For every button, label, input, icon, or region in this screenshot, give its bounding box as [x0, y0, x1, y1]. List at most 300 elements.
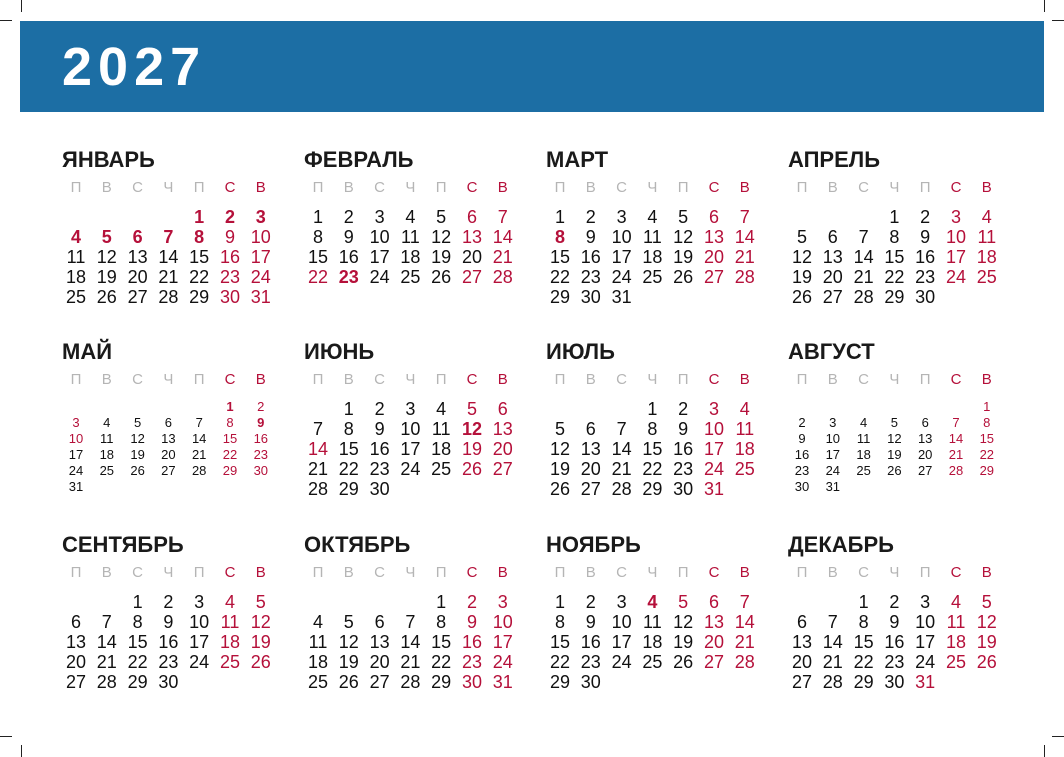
- day-cell: 27: [369, 672, 390, 692]
- day-cell: 19: [887, 447, 902, 462]
- weekday-header: С: [132, 564, 144, 581]
- day-cell: 21: [734, 247, 755, 267]
- day-cell: 21: [158, 267, 179, 287]
- day-cell: 26: [976, 652, 997, 672]
- day-cell: 5: [436, 207, 447, 227]
- day-cell: 6: [921, 415, 929, 430]
- day-cell: 2: [466, 592, 477, 612]
- month-name: ЯНВАРЬ: [62, 147, 155, 172]
- weekday-header: С: [708, 564, 720, 581]
- weekday-header: Ч: [889, 564, 900, 581]
- day-cell: 9: [585, 612, 596, 632]
- day-cell: 2: [224, 207, 235, 227]
- day-cell: 17: [250, 247, 271, 267]
- day-cell: 8: [983, 415, 991, 430]
- month-block: [304, 147, 544, 327]
- day-cell: 3: [72, 415, 80, 430]
- day-cell: 25: [734, 459, 755, 479]
- weekday-header: С: [132, 179, 144, 196]
- day-cell: 15: [338, 439, 359, 459]
- day-cell: 7: [497, 207, 508, 227]
- day-cell: 6: [132, 227, 143, 247]
- weekday-header: Ч: [163, 179, 174, 196]
- month-name: МАРТ: [546, 147, 609, 172]
- day-cell: 25: [642, 267, 663, 287]
- weekday-header: С: [858, 564, 870, 581]
- day-cell: 10: [400, 419, 421, 439]
- day-cell: 6: [796, 612, 807, 632]
- day-cell: 30: [915, 287, 936, 307]
- weekday-header: Ч: [647, 564, 658, 581]
- day-cell: 30: [461, 672, 483, 692]
- day-cell: 21: [822, 652, 843, 672]
- day-cell: 15: [127, 632, 148, 652]
- day-cell: 31: [250, 287, 271, 307]
- day-cell: 17: [825, 447, 841, 462]
- weekday-header: П: [919, 564, 931, 581]
- day-cell: 26: [130, 463, 145, 478]
- weekday-header: С: [858, 371, 870, 388]
- crop-mark-bottom-left: [21, 745, 22, 757]
- day-cell: 10: [825, 431, 841, 446]
- day-cell: 18: [219, 632, 241, 652]
- day-cell: 16: [219, 247, 241, 267]
- day-cell: 9: [889, 612, 900, 632]
- day-cell: 27: [65, 672, 87, 692]
- day-cell: 16: [915, 247, 936, 267]
- day-cell: 12: [673, 227, 694, 247]
- day-cell: 28: [853, 287, 874, 307]
- weekday-header: П: [193, 564, 205, 581]
- day-cell: 22: [979, 447, 995, 462]
- day-cell: 29: [431, 672, 452, 692]
- day-cell: 7: [195, 415, 203, 430]
- day-cell: 10: [369, 227, 390, 247]
- weekday-header: В: [497, 371, 508, 388]
- day-cell: 29: [127, 672, 148, 692]
- weekday-header: В: [585, 179, 596, 196]
- day-cell: 24: [611, 652, 632, 672]
- day-cell: 6: [466, 207, 477, 227]
- day-cell: 18: [400, 247, 421, 267]
- weekday-header: С: [616, 371, 628, 388]
- weekday-header: В: [101, 179, 112, 196]
- day-cell: 6: [497, 399, 508, 419]
- weekday-header: П: [554, 564, 566, 581]
- day-cell: 28: [492, 267, 513, 287]
- weekday-header: С: [616, 179, 628, 196]
- day-cell: 6: [585, 419, 596, 439]
- weekday-header: В: [827, 564, 838, 581]
- day-cell: 1: [554, 207, 565, 227]
- day-cell: 12: [338, 632, 359, 652]
- day-cell: 16: [253, 431, 269, 446]
- day-cell: 21: [191, 447, 207, 462]
- day-cell: 17: [492, 632, 513, 652]
- month-block: [546, 532, 786, 712]
- weekday-header: П: [554, 371, 566, 388]
- day-cell: 30: [884, 672, 905, 692]
- day-cell: 5: [255, 592, 266, 612]
- day-cell: 12: [431, 227, 452, 247]
- day-cell: 5: [466, 399, 477, 419]
- day-cell: 27: [161, 463, 176, 478]
- weekday-header: С: [616, 564, 628, 581]
- day-cell: 15: [549, 632, 571, 652]
- day-cell: 8: [889, 227, 900, 247]
- day-cell: 12: [461, 419, 483, 439]
- day-cell: 17: [611, 632, 632, 652]
- weekday-header: С: [374, 179, 386, 196]
- day-cell: 29: [979, 463, 995, 478]
- day-cell: 18: [642, 247, 663, 267]
- day-cell: 20: [791, 652, 813, 672]
- weekday-header: С: [374, 371, 386, 388]
- day-cell: 10: [492, 612, 513, 632]
- day-cell: 8: [647, 419, 658, 439]
- day-cell: 2: [585, 592, 596, 612]
- day-cell: 26: [338, 672, 359, 692]
- day-cell: 5: [554, 419, 565, 439]
- day-cell: 7: [405, 612, 416, 632]
- day-cell: 16: [369, 439, 390, 459]
- weekday-header: П: [70, 179, 82, 196]
- month-block: [304, 532, 544, 712]
- month-name: ИЮНЬ: [304, 339, 375, 364]
- day-cell: 26: [549, 479, 571, 499]
- day-cell: 30: [673, 479, 694, 499]
- day-cell: 8: [554, 612, 565, 632]
- day-cell: 14: [307, 439, 329, 459]
- day-cell: 19: [96, 267, 117, 287]
- weekday-header: Ч: [889, 371, 900, 388]
- day-cell: 10: [189, 612, 210, 632]
- day-cell: 3: [255, 207, 266, 227]
- month-name: МАЙ: [62, 339, 113, 364]
- day-cell: 9: [585, 227, 596, 247]
- day-cell: 30: [219, 287, 241, 307]
- day-cell: 14: [611, 439, 632, 459]
- weekday-header: П: [677, 371, 689, 388]
- crop-mark-left-top: [0, 20, 12, 21]
- day-cell: 24: [68, 463, 84, 478]
- weekday-header: С: [132, 371, 144, 388]
- day-cell: 16: [338, 247, 359, 267]
- crop-mark-right-bottom: [1052, 736, 1064, 737]
- day-cell: 23: [580, 652, 601, 672]
- weekday-header: П: [554, 179, 566, 196]
- day-cell: 5: [678, 207, 689, 227]
- weekday-header: В: [827, 179, 838, 196]
- day-cell: 24: [945, 267, 967, 287]
- day-cell: 23: [253, 447, 269, 462]
- day-cell: 8: [858, 612, 869, 632]
- weekday-header: С: [466, 564, 478, 581]
- day-cell: 13: [580, 439, 601, 459]
- day-cell: 21: [948, 447, 964, 462]
- weekday-header: С: [950, 179, 962, 196]
- weekday-header: В: [497, 179, 508, 196]
- day-cell: 7: [952, 415, 960, 430]
- weekday-header: П: [796, 371, 808, 388]
- day-cell: 26: [887, 463, 902, 478]
- weekday-header: С: [374, 564, 386, 581]
- day-cell: 19: [791, 267, 813, 287]
- day-cell: 1: [554, 592, 565, 612]
- day-cell: 14: [734, 612, 755, 632]
- day-cell: 11: [431, 419, 451, 439]
- day-cell: 9: [224, 227, 235, 247]
- day-cell: 10: [611, 612, 632, 632]
- day-cell: 23: [158, 652, 179, 672]
- day-cell: 6: [164, 415, 172, 430]
- day-cell: 24: [369, 267, 390, 287]
- month-name: ФЕВРАЛЬ: [304, 147, 414, 172]
- weekday-header: В: [343, 564, 354, 581]
- day-cell: 26: [461, 459, 483, 479]
- day-cell: 29: [884, 287, 905, 307]
- day-cell: 7: [827, 612, 838, 632]
- day-cell: 14: [822, 632, 843, 652]
- day-cell: 17: [915, 632, 936, 652]
- weekday-header: П: [435, 371, 447, 388]
- day-cell: 8: [554, 227, 565, 247]
- day-cell: 13: [65, 632, 87, 652]
- day-cell: 24: [492, 652, 513, 672]
- day-cell: 30: [369, 479, 390, 499]
- day-cell: 16: [794, 447, 810, 462]
- weekday-header: Ч: [647, 179, 658, 196]
- day-cell: 1: [132, 592, 143, 612]
- day-cell: 7: [163, 227, 174, 247]
- day-cell: 17: [703, 439, 725, 459]
- day-cell: 17: [189, 632, 210, 652]
- day-cell: 14: [948, 431, 964, 446]
- day-cell: 16: [158, 632, 179, 652]
- day-cell: 11: [308, 632, 328, 652]
- day-cell: 21: [307, 459, 329, 479]
- day-cell: 28: [734, 652, 755, 672]
- day-cell: 25: [431, 459, 452, 479]
- day-cell: 14: [158, 247, 179, 267]
- day-cell: 5: [796, 227, 807, 247]
- crop-mark-right-top: [1052, 20, 1064, 21]
- day-cell: 5: [678, 592, 689, 612]
- weekday-header: В: [739, 371, 750, 388]
- day-cell: 30: [158, 672, 179, 692]
- day-cell: 27: [917, 463, 933, 478]
- day-cell: 7: [858, 227, 869, 247]
- day-cell: 9: [163, 612, 174, 632]
- day-cell: 18: [65, 267, 87, 287]
- day-cell: 20: [492, 439, 513, 459]
- weekday-header: В: [343, 371, 354, 388]
- day-cell: 9: [798, 431, 806, 446]
- day-cell: 2: [889, 592, 900, 612]
- day-cell: 4: [70, 227, 81, 247]
- day-cell: 15: [642, 439, 663, 459]
- day-cell: 3: [829, 415, 837, 430]
- day-cell: 10: [250, 227, 271, 247]
- day-cell: 4: [647, 592, 658, 612]
- day-cell: 3: [616, 592, 627, 612]
- day-cell: 14: [400, 632, 421, 652]
- day-cell: 13: [161, 431, 176, 446]
- day-cell: 2: [257, 399, 265, 414]
- day-cell: 24: [250, 267, 271, 287]
- weekday-header: П: [796, 179, 808, 196]
- day-cell: 21: [400, 652, 421, 672]
- day-cell: 6: [70, 612, 81, 632]
- weekday-header: В: [739, 179, 750, 196]
- day-cell: 11: [977, 227, 997, 247]
- weekday-header: П: [70, 564, 82, 581]
- weekday-header: П: [312, 564, 324, 581]
- day-cell: 25: [65, 287, 87, 307]
- day-cell: 25: [642, 652, 663, 672]
- weekday-header: Ч: [889, 179, 900, 196]
- day-cell: 12: [976, 612, 997, 632]
- weekday-header: С: [224, 179, 236, 196]
- weekday-header: В: [255, 564, 266, 581]
- day-cell: 10: [611, 227, 632, 247]
- day-cell: 11: [735, 419, 755, 439]
- day-cell: 27: [492, 459, 513, 479]
- day-cell: 31: [68, 479, 84, 494]
- day-cell: 12: [250, 612, 271, 632]
- month-block: [788, 147, 1028, 327]
- day-cell: 3: [405, 399, 416, 419]
- day-cell: 12: [673, 612, 694, 632]
- day-cell: 24: [611, 267, 632, 287]
- day-cell: 26: [96, 287, 117, 307]
- day-cell: 25: [219, 652, 241, 672]
- weekday-header: С: [224, 371, 236, 388]
- day-cell: 8: [132, 612, 143, 632]
- weekday-header: В: [739, 564, 750, 581]
- day-cell: 6: [708, 592, 719, 612]
- day-cell: 28: [734, 267, 755, 287]
- day-cell: 4: [739, 399, 750, 419]
- day-cell: 6: [708, 207, 719, 227]
- day-cell: 29: [338, 479, 359, 499]
- weekday-header: С: [858, 179, 870, 196]
- weekday-header: П: [193, 179, 205, 196]
- day-cell: 23: [461, 652, 483, 672]
- day-cell: 7: [616, 419, 627, 439]
- day-cell: 1: [194, 207, 205, 227]
- day-cell: 25: [307, 672, 329, 692]
- day-cell: 28: [307, 479, 329, 499]
- day-cell: 23: [338, 267, 359, 287]
- day-cell: 4: [103, 415, 111, 430]
- day-cell: 25: [400, 267, 421, 287]
- day-cell: 24: [703, 459, 725, 479]
- day-cell: 20: [822, 267, 843, 287]
- weekday-header: В: [981, 371, 992, 388]
- day-cell: 27: [461, 267, 483, 287]
- day-cell: 13: [369, 632, 390, 652]
- day-cell: 14: [734, 227, 755, 247]
- day-cell: 27: [822, 287, 843, 307]
- day-cell: 12: [791, 247, 813, 267]
- day-cell: 7: [739, 207, 750, 227]
- day-cell: 21: [611, 459, 632, 479]
- day-cell: 19: [431, 247, 452, 267]
- weekday-header: В: [827, 371, 838, 388]
- day-cell: 31: [492, 672, 513, 692]
- day-cell: 1: [226, 399, 234, 414]
- weekday-header: П: [796, 564, 808, 581]
- day-cell: 25: [99, 463, 115, 478]
- day-cell: 18: [642, 632, 663, 652]
- day-cell: 16: [580, 247, 601, 267]
- day-cell: 15: [307, 247, 329, 267]
- day-cell: 20: [65, 652, 87, 672]
- day-cell: 25: [945, 652, 967, 672]
- weekday-header: П: [919, 371, 931, 388]
- day-cell: 16: [673, 439, 694, 459]
- day-cell: 17: [68, 447, 84, 462]
- day-cell: 23: [915, 267, 936, 287]
- day-cell: 21: [492, 247, 513, 267]
- day-cell: 22: [127, 652, 148, 672]
- weekday-header: П: [312, 179, 324, 196]
- day-cell: 9: [343, 227, 354, 247]
- weekday-header: Ч: [405, 371, 416, 388]
- day-cell: 29: [549, 287, 571, 307]
- day-cell: 11: [643, 612, 662, 632]
- day-cell: 14: [191, 431, 207, 446]
- day-cell: 23: [580, 267, 601, 287]
- day-cell: 23: [794, 463, 810, 478]
- day-cell: 15: [884, 247, 905, 267]
- day-cell: 27: [703, 652, 725, 672]
- day-cell: 24: [400, 459, 421, 479]
- day-cell: 7: [739, 592, 750, 612]
- day-cell: 4: [950, 592, 961, 612]
- day-cell: 15: [222, 431, 238, 446]
- day-cell: 10: [945, 227, 967, 247]
- day-cell: 20: [461, 247, 483, 267]
- weekday-header: В: [343, 179, 354, 196]
- day-cell: 11: [946, 612, 966, 632]
- day-cell: 23: [219, 267, 241, 287]
- weekday-header: В: [981, 564, 992, 581]
- weekday-header: В: [101, 564, 112, 581]
- day-cell: 19: [461, 439, 483, 459]
- weekday-header: С: [466, 179, 478, 196]
- day-cell: 18: [734, 439, 755, 459]
- day-cell: 13: [791, 632, 813, 652]
- day-cell: 18: [856, 447, 871, 462]
- day-cell: 9: [257, 415, 265, 430]
- day-cell: 2: [343, 207, 354, 227]
- weekday-header: В: [585, 371, 596, 388]
- month-name: АПРЕЛЬ: [788, 147, 881, 172]
- day-cell: 20: [369, 652, 390, 672]
- day-cell: 22: [642, 459, 663, 479]
- day-cell: 20: [703, 247, 725, 267]
- day-cell: 17: [945, 247, 967, 267]
- day-cell: 28: [611, 479, 632, 499]
- weekday-header: Ч: [163, 564, 174, 581]
- day-cell: 22: [222, 447, 238, 462]
- day-cell: 1: [647, 399, 658, 419]
- day-cell: 16: [461, 632, 483, 652]
- weekday-header: В: [255, 179, 266, 196]
- month-name: АВГУСТ: [788, 339, 875, 364]
